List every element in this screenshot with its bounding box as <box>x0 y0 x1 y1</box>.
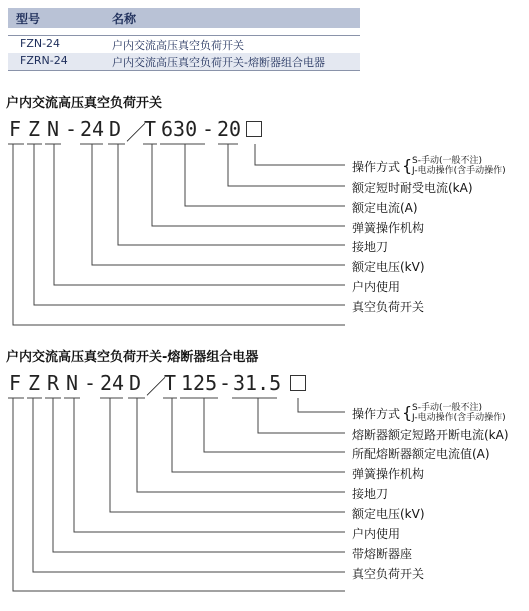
code-char: D <box>129 371 142 395</box>
label-rated-current: 额定电流(A) <box>352 201 418 215</box>
section1-title: 户内交流高压真空负荷开关 <box>6 96 163 111</box>
code-char: 24 <box>80 117 105 141</box>
table-cell-model: FZN-24 <box>20 37 61 50</box>
label-operation: 操作方式 <box>352 160 401 174</box>
label-rated-voltage: 额定电压(kV) <box>352 507 425 521</box>
table-header-name: 名称 <box>112 12 137 26</box>
placeholder-box <box>290 375 306 391</box>
label-rated-voltage: 额定电压(kV) <box>352 260 425 274</box>
code-char: F <box>9 371 22 395</box>
code-char: R <box>47 371 60 395</box>
label-spring: 弹簧操作机构 <box>352 467 425 481</box>
table-header-model: 型号 <box>16 12 41 26</box>
code-char: ／ <box>126 121 146 145</box>
label-spring: 弹簧操作机构 <box>352 221 425 235</box>
label-switch: 真空负荷开关 <box>352 300 425 314</box>
code-char: 125 <box>181 371 218 395</box>
code-char: D <box>109 117 122 141</box>
section2-title: 户内交流高压真空负荷开关-熔断器组合电器 <box>6 350 259 365</box>
code-char: 20 <box>217 117 242 141</box>
placeholder-box <box>246 121 262 137</box>
label-operation-opt2: J-电动操作(含手动操作) <box>412 413 506 423</box>
code-char: F <box>9 117 22 141</box>
code-char: 24 <box>100 371 125 395</box>
table-cell-name: 户内交流高压真空负荷开关 <box>112 39 244 52</box>
code-char: N <box>66 371 79 395</box>
label-short-time-current: 额定短时耐受电流(kA) <box>352 181 473 195</box>
label-switch: 真空负荷开关 <box>352 567 425 581</box>
code-char: - <box>202 117 215 141</box>
code-char: N <box>47 117 60 141</box>
brace: { <box>402 403 413 422</box>
code-char: - <box>65 117 78 141</box>
label-operation-opt1: S-手动(一般不注) <box>412 403 482 413</box>
code-char: T <box>164 371 177 395</box>
label-earthing: 接地刀 <box>352 240 389 254</box>
label-operation-opt1: S-手动(一般不注) <box>412 156 482 166</box>
code-char: Z <box>28 117 41 141</box>
label-indoor: 户内使用 <box>352 280 401 294</box>
label-indoor: 户内使用 <box>352 527 401 541</box>
code-char: - <box>219 371 232 395</box>
code-char: ／ <box>146 375 166 399</box>
label-fuse-rated-current: 所配熔断器额定电流值(A) <box>352 447 490 461</box>
label-operation-opt2: J-电动操作(含手动操作) <box>412 166 506 176</box>
label-fuse-breaking-current: 熔断器额定短路开断电流(kA) <box>352 428 509 442</box>
label-operation: 操作方式 <box>352 407 401 421</box>
brace: { <box>402 156 413 175</box>
label-fuse-base: 带熔断器座 <box>352 547 413 561</box>
code-char: 630 <box>161 117 198 141</box>
code-char: Z <box>28 371 41 395</box>
code-char: - <box>84 371 97 395</box>
table-cell-model: FZRN-24 <box>20 54 68 67</box>
label-earthing: 接地刀 <box>352 487 389 501</box>
code-char: 31.5 <box>233 371 282 395</box>
table-cell-name: 户内交流高压真空负荷开关-熔断器组合电器 <box>112 56 325 69</box>
code-char: T <box>144 117 157 141</box>
